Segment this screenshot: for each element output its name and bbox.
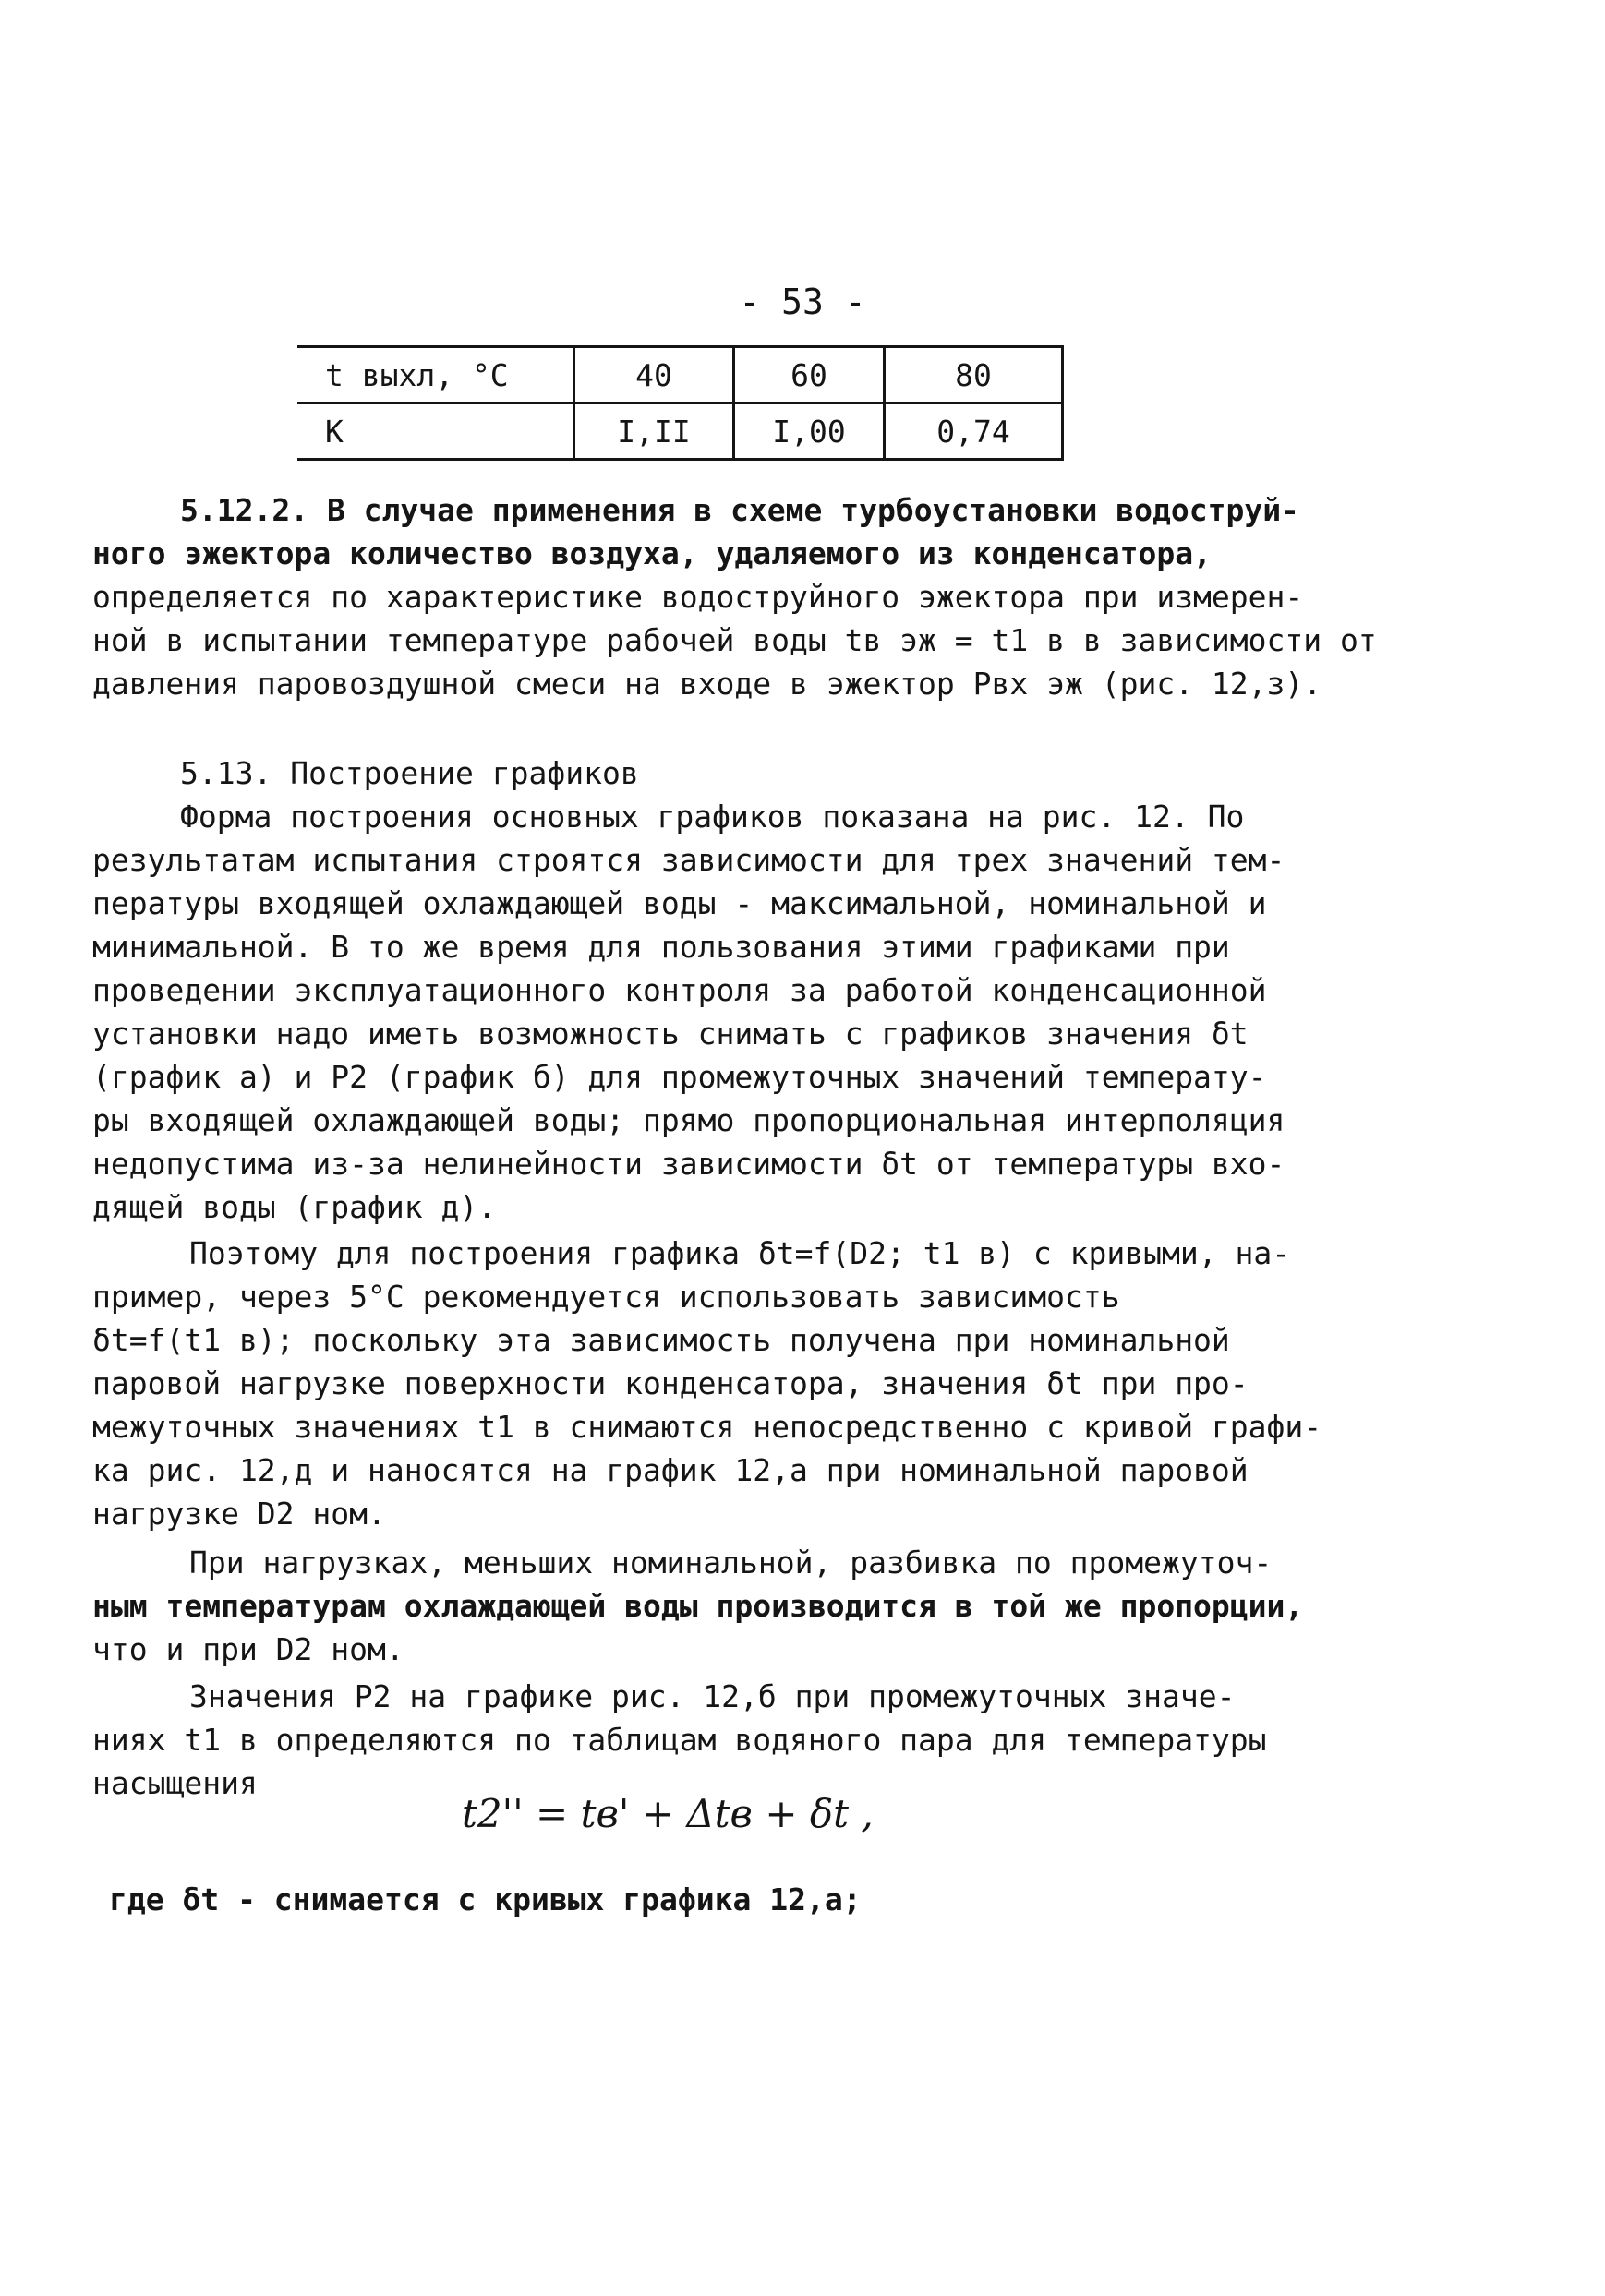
text-line: насыщения [92, 1765, 258, 1801]
saturation-temperature-formula: t2'' = tв' + Δtв + δt , [462, 1791, 874, 1836]
table-cell: I,00 [734, 403, 885, 460]
text-line: пературы входящей охлаждающей воды - максимальной, номинальной и [92, 885, 1267, 921]
text-line: установки надо иметь возможность снимать с графиков значения δt [92, 1016, 1249, 1052]
text-line: Поэтому для построения графика δt=f(D2; t1 в) с кривыми, на- [189, 1235, 1291, 1271]
text-line: 5.12.2. В случае применения в схеме турбоустановки водоструй- [180, 492, 1299, 528]
table-row [297, 347, 1063, 403]
page-number: - 53 - [739, 282, 866, 322]
text-line: нагрузке D2 ном. [92, 1496, 386, 1532]
text-line: ры входящей охлаждающей воды; прямо пропорциональная интерполяция [92, 1102, 1285, 1138]
text-line: δt=f(t1 в); поскольку эта зависимость получена при номинальной [92, 1322, 1230, 1358]
text-line: результатам испытания строятся зависимости для трех значений тем- [92, 842, 1285, 878]
text-line: ной в испытании температуре рабочей воды tв эж = t1 в в зависимости от [92, 622, 1377, 658]
text-line: определяется по характеристике водоструйного эжектора при измерен- [92, 579, 1304, 615]
table-cell: 80 [885, 347, 1063, 403]
table-cell: I,II [574, 403, 734, 460]
table-cell: 0,74 [885, 403, 1063, 460]
text-line: что и при D2 ном. [92, 1631, 404, 1667]
text-line: проведении эксплуатационного контроля за работой конденсационной [92, 972, 1267, 1008]
table-header-label: t выхл, °C [297, 347, 574, 403]
text-line: минимальной. В то же время для пользования этими графиками при [92, 929, 1230, 965]
text-line: недопустима из-за нелинейности зависимости δt от температуры вхо- [92, 1146, 1285, 1182]
table-cell: 60 [734, 347, 885, 403]
table-row-label: К [297, 403, 574, 460]
text-line: ного эжектора количество воздуха, удаляемого из конденсатора, [92, 535, 1212, 571]
text-line: Значения P2 на графике рис. 12,б при промежуточных значе- [189, 1678, 1236, 1714]
table-row [297, 403, 1063, 460]
text-line: межуточных значениях t1 в снимаются непосредственно с кривой графи- [92, 1409, 1322, 1445]
text-line: (график а) и P2 (график б) для промежуточных значений температу- [92, 1059, 1267, 1095]
text-line: давления паровоздушной смеси на входе в эжектор Pвх эж (рис. 12,з). [92, 666, 1322, 702]
table-cell: 40 [574, 347, 734, 403]
text-line: Форма построения основных графиков показана на рис. 12. По [180, 799, 1245, 835]
text-line: дящей воды (график д). [92, 1189, 497, 1225]
text-line: ниях t1 в определяются по таблицам водяного пара для температуры [92, 1722, 1267, 1758]
text-line: где δt - снимается с кривых графика 12,а; [109, 1881, 862, 1917]
temperature-coefficient-table [297, 345, 1064, 461]
text-line: пример, через 5°С рекомендуется использовать зависимость [92, 1279, 1120, 1315]
text-line: паровой нагрузке поверхности конденсатора, значения δt при про- [92, 1365, 1249, 1401]
text-line: ным температурам охлаждающей воды производится в той же пропорции, [92, 1588, 1304, 1624]
text-line: ка рис. 12,д и наносятся на график 12,а при номинальной паровой [92, 1452, 1249, 1488]
text-line: При нагрузках, меньших номинальной, разбивка по промежуточ- [189, 1545, 1273, 1581]
section-heading: 5.13. Построение графиков [180, 755, 639, 791]
